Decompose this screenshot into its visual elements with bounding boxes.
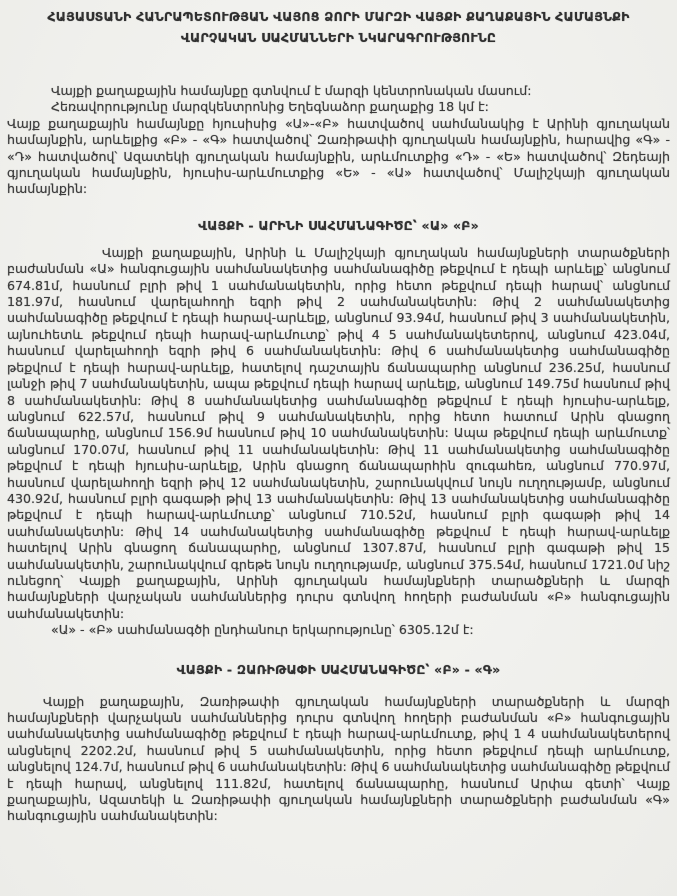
section-body-vayk-zarritap: Վայքի քաղաքային, Զառիթափի գյուղական համայնքների տարածքների և մարզի համայնքների վարչական սահմաններից դուրս գտնվող հողերի բաժանման «Բ» հանգուցային սահմանակետից սահմանագիծը թեքվում է դեպի հարավ-արևմուտք, թիվ 1 4 սահմանակետերով անցնելով 2202.2մ, հասնում թիվ 5 սահմանակետին, որից հետո թեքվում դեպի արևմուտք, անցնելով 124.7մ, հասնում թիվ 6 սահմանակետին: Թիվ 6 սահմանակետից սահմանագիծը թեքվում է դեպի հարավ, անցնելով 111.82մ, հատելով ճանապարհը, հասնում Արփա գետի՝ Վայք քաղաքային, Ազատեկի և Զառիթափի գյուղական համայնքների տարածքների բաժանման «Գ» հանգուցային սահմանակետին: <box>7 693 670 824</box>
section-heading-vayk-zarritap: ՎԱՅՔԻ - ԶԱՌԻԹԱՓԻ ՍԱՀՄԱՆԱԳԻԾԸ՝ «Բ» - «Գ» <box>176 661 501 677</box>
section-vayk-zarritap <box>7 660 670 825</box>
document-title <box>7 6 670 48</box>
intro-paragraph-neighbors: Վայք քաղաքային համայնքը հյուսիսից «Ա»-«Բ» հատվածով սահմանակից է Արինի գյուղական համայնքին, արևելքից «Բ» - «Գ» հատվածով՝ Զառիթափի գյուղական համայնքին, հարավից «Գ» - «Դ» հատվածով՝ Ազատեկի գյուղական համայնքին, արևմուտքից «Դ» - «Ե» հատվածով՝ Զեդեայի գյուղական համայնքին, հյուսիս-արևմուտքից «Ե» - «Ա» հատվածով՝ Մալիշկայի գյուղական համայնքին: <box>7 115 670 197</box>
section-total-length-vayk-arin: «Ա» - «Բ» սահմանագծի ընդհանուր երկարությունը՝ 6305.12մ է: <box>51 622 474 638</box>
intro-section <box>7 83 670 198</box>
section-vayk-arin <box>7 216 670 639</box>
section-heading-vayk-arin: ՎԱՅՔԻ - ԱՐԻՆԻ ՍԱՀՄԱՆԱԳԻԾԸ՝ «Ա» «Բ» <box>198 217 479 233</box>
section-body-vayk-arin: Վայքի քաղաքային, Արինի և Մալիշկայի գյուղական համայնքների տարածքների բաժանման «Ա» հանգուցային սահմանակետից սահմանագիծը թեքվում է դեպի արևելք՝ անցնում 674.81մ, հասնում բլրի թիվ 1 սահմանակետին, որից հետո թեքվում դեպի հարավ՝ անցնում 181.97մ, հասնում վարելահողի եզրի թիվ 2 սահմանակետին: Թիվ 2 սահմանակետից սահմանագիծը թեքվում է դեպի հարավ-արևելք, անցնում 93.94մ, հասնում թիվ 3 սահմանակետին, այնուհետև թեքվում դեպի հարավ-արևմուտք՝ թիվ 4 5 սահմանակետերով, անցնում 423.04մ, հասնում վարելահողի եզրի թիվ 6 սահմանակետին: Թիվ 6 սահմանակետից սահմանագիծը թեքվում է դեպի հարավ-արևելք, հատելով դաշտային ճանապարհը անցնում 236.25մ, հասնում լանջի թիվ 7 սահմանակետին, ապա թեքվում դեպի հարավ արևելք, անցնում 149.75մ հասնում թիվ 8 սահմանակետին: Թիվ 8 սահմանակետից սահմանագիծը թեքվում է դեպի հյուսիս-արևելք, անցնում 622.57մ, հասնում թիվ 9 սահմանակետին, որից հետո հատում Արին գնացող ճանապարհը, անցնում 156.9մ հասնում թիվ 10 սահմանակետին: Ապա թեքվում դեպի արևմուտք՝ անցնում 170.07մ, հասնում թիվ 11 սահմանակետին: Թիվ 11 սահմանակետից սահմանագիծը թեքվում է դեպի հյուսիս-արևելք, Արին գնացող ճանապարհին զուգահեռ, անցնում 770.97մ, հասնում վարելահողի եզրի թիվ 12 սահմանակետին, շարունակվում նույն ուղղությամբ, անցնում 430.92մ, հասնում բլրի գագաթի թիվ 13 սահմանակետին: Թիվ 13 սահմանակետից սահմանագիծը թեքվում է դեպի հարավ-արևմուտք՝ անցնում 710.52մ, հասնում բլրի գագաթի թիվ 14 սահմանակետին: Թիվ 14 սահմանակետից սահմանագիծը թեքվում է դեպի հարավ-արևելք հատելով Արին գնացող ճանապարհը, անցնում 1307.87մ, հասնում բլրի գագաթի թիվ 15 սահմանակետին, շարունակվում գրեթե նույն ուղղությամբ, անցնում 375.54մ, հասնում 1721.0մ նիշ ունեցող՝ Վայքի քաղաքային, Արինի գյուղական համայնքների տարածքների և մարզի համայնքների վարչական սահմաններից դուրս գտնվող հողերի բաժանման «Բ» հանգուցային սահմանակետին: <box>7 244 670 621</box>
document-title-line-2: ՎԱՐՉԱԿԱՆ ՍԱՀՄԱՆՆԵՐԻ ՆԿԱՐԱԳՐՈՒԹՅՈՒՆԸ <box>180 30 497 45</box>
intro-paragraph-distance: Հեռավորությունը մարզկենտրոնից Եղեգնաձոր քաղաքից 18 կմ է: <box>51 99 489 115</box>
document-title-line-1: ՀԱՅԱՍՏԱՆԻ ՀԱՆՐԱՊԵՏՈՒԹՅԱՆ ՎԱՅՈՑ ՁՈՐԻ ՄԱՐԶԻ ՎԱՅՔԻ ՔԱՂԱՔԱՅԻՆ ՀԱՄԱՅՆՔԻ <box>47 9 630 24</box>
intro-paragraph-location: Վայքի քաղաքային համայնքը գտնվում է մարզի կենտրոնական մասում: <box>51 83 532 98</box>
